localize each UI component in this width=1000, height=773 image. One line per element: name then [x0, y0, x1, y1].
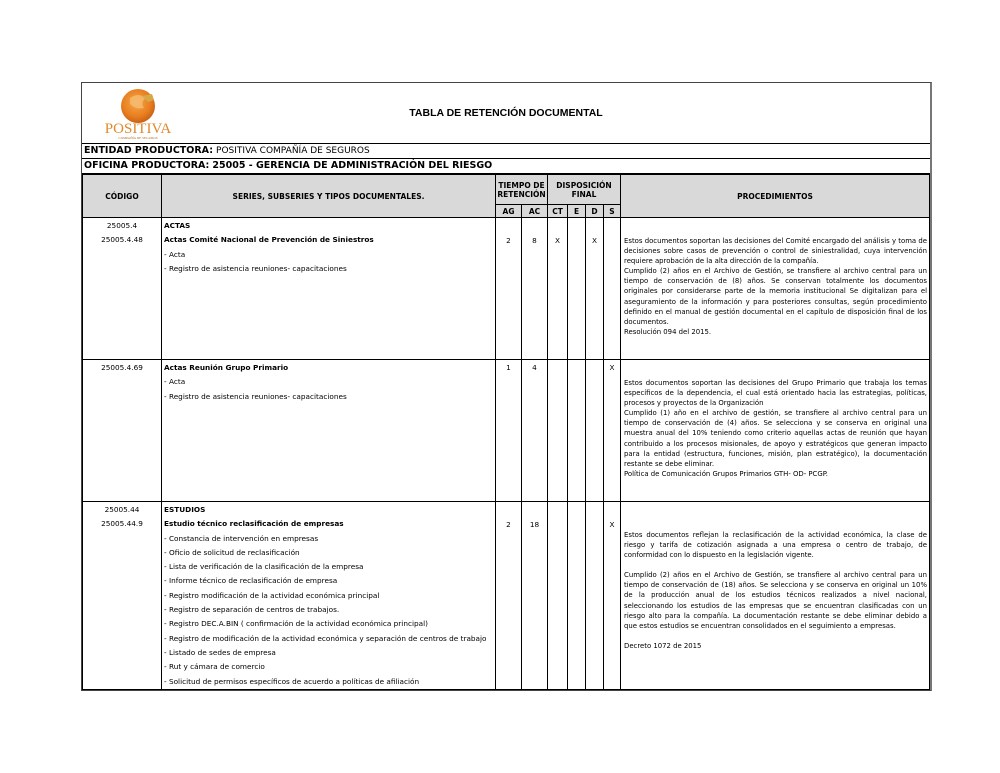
e-mark	[568, 218, 586, 360]
ac-value: 18	[522, 502, 548, 690]
entidad-value: POSITIVA COMPAÑÍA DE SEGUROS	[216, 146, 370, 156]
procedure-text: Cumplido (2) años en el Archivo de Gestión, se transfiere al archivo central para un tiempo de conservación de (18) años. Se selecciona y se conserva en original un 10% de la producción anual de los estudios técnicos realizados a nivel nacional, seleccionando los estudios de las empresas que se encuentran clasificadas con un riesgo alto para la compañía. La documentación restante se debe eliminar debido a que estos estudios se encuentran consolidados en el seguimiento a empresas.	[624, 571, 927, 630]
ac-value: 4	[522, 360, 548, 502]
series-name: ACTAS	[164, 221, 191, 230]
series-code: 25005.4	[106, 221, 138, 230]
col-ct: CT	[548, 205, 568, 218]
procedure-cell	[621, 502, 930, 690]
spacer	[624, 560, 927, 570]
col-codigo: CÓDIGO	[83, 175, 162, 218]
document-type: - Oficio de solicitud de reclasificación	[164, 547, 300, 557]
svg-text:COMPAÑÍA DE SEGUROS: COMPAÑÍA DE SEGUROS	[118, 136, 158, 140]
spacer	[624, 631, 927, 641]
subseries-code: 25005.4.48	[101, 235, 143, 245]
procedure-text: Cumplido (2) años en el Archivo de Gestión, se transfiere al archivo central para un tiempo de conservación de (8) años. Se conservan totalmente los documentos originales por considerarse parte de la memoria institucional Se digitalizan para el aseguramiento de la información y para posteriores consultas, según procedimiento definido en el manual de gestión documental en el capítulo de disposición final de los documentos.	[624, 267, 927, 326]
oficina-value: 25005 - GERENCIA DE ADMINISTRACIÓN DEL RIESGO	[212, 160, 493, 171]
col-procedimientos: PROCEDIMIENTOS	[621, 175, 930, 218]
subseries-code: 25005.4.69	[101, 363, 143, 372]
oficina-productora	[82, 159, 930, 174]
subseries-code: 25005.44.9	[101, 519, 143, 529]
col-tiempo-retencion: TIEMPO DE RETENCIÓN	[496, 175, 548, 205]
procedure-text: Estos documentos soportan las decisiones del Comité encargado del análisis y toma de decisiones sobre casos de prevención o control de siniestralidad, cuya intervención requiere aprobación de la alta dirección de la compañía.	[624, 237, 927, 266]
document-title: TABLA DE RETENCIÓN DOCUMENTAL	[409, 107, 603, 119]
document-type: - Listado de sedes de empresa	[164, 647, 276, 657]
series-name: ESTUDIOS	[164, 505, 206, 514]
document-type: - Constancia de intervención en empresas	[164, 533, 319, 543]
series-cell	[162, 360, 496, 502]
ac-value: 8	[522, 218, 548, 360]
code-cell	[83, 218, 162, 360]
document-type: - Registro de modificación de la actividad económica y separación de centros de trabajo	[164, 633, 487, 643]
d-mark	[586, 502, 604, 690]
subseries-name: Actas Comité Nacional de Prevención de Siniestros	[164, 235, 374, 245]
document-type: - Acta	[164, 377, 186, 387]
table-row	[83, 502, 930, 690]
procedure-text: Estos documentos soportan las decisiones del Grupo Primario que trabaja los temas específicos de la dependencia, el cual está orientado hacia las estrategias, políticas, procesos y proyectos de la Organización	[624, 379, 927, 408]
document-type: - Informe técnico de reclasificación de empresa	[164, 576, 338, 586]
subseries-name: Actas Reunión Grupo Primario	[164, 363, 289, 372]
procedure-cell	[621, 218, 930, 360]
d-mark	[586, 360, 604, 502]
col-ag: AG	[496, 205, 522, 218]
procedure-text: Política de Comunicación Grupos Primarios GTH- OD- PCGP.	[624, 469, 828, 478]
table-row	[83, 360, 930, 502]
document-header	[82, 83, 930, 144]
subseries-name: Estudio técnico reclasificación de empresas	[164, 519, 344, 529]
series-cell	[162, 502, 496, 690]
document-type: - Rut y cámara de comercio	[164, 662, 265, 672]
procedure-text: Estos documentos reflejan la reclasificación de la actividad económica, la clase de riesgo y tarifa de cotización asignada a una empresa o centro de trabajo, de conformidad con lo dispuesto en la legislación vigente.	[624, 531, 927, 560]
s-mark: X	[604, 502, 621, 690]
document-type: - Registro de asistencia reuniones- capacitaciones	[164, 263, 347, 273]
e-mark	[568, 502, 586, 690]
procedure-text: Decreto 1072 de 2015	[624, 641, 702, 650]
retention-table-sheet	[81, 82, 932, 691]
col-disposicion-final: DISPOSICIÓN FINAL	[548, 175, 621, 205]
entidad-productora	[82, 144, 930, 159]
col-ac: AC	[522, 205, 548, 218]
series-code: 25005.44	[104, 505, 140, 514]
ct-mark	[548, 502, 568, 690]
entidad-label: ENTIDAD PRODUCTORA:	[84, 145, 214, 156]
document-type: - Lista de verificación de la clasificación de la empresa	[164, 562, 364, 572]
col-d: D	[586, 205, 604, 218]
procedure-text: Resolución 094 del 2015.	[624, 327, 712, 336]
retention-table	[82, 174, 930, 690]
d-mark: X	[586, 218, 604, 360]
ag-value: 2	[496, 502, 522, 690]
document-type: - Registro de separación de centros de trabajos.	[164, 605, 340, 615]
series-cell	[162, 218, 496, 360]
ct-mark: X	[548, 218, 568, 360]
ag-value: 1	[496, 360, 522, 502]
ag-value: 2	[496, 218, 522, 360]
ct-mark	[548, 360, 568, 502]
document-type: - Registro de asistencia reuniones- capacitaciones	[164, 391, 347, 401]
col-s: S	[604, 205, 621, 218]
document-type: - Registro modificación de la actividad económica principal	[164, 590, 380, 600]
s-mark	[604, 218, 621, 360]
procedure-text: Cumplido (1) año en el archivo de gestión, se transfiere al archivo central para un tiempo de conservación de (4) años. Se selecciona y se conserva en original una muestra anual del 10% teniendo como criterio aquellas actas de reunión que hayan contribuido a los procesos misionales, de apoyo y estratégicos que generan impacto para la entidad (estructura, funciones, misión, plan estratégico), la documentación restante se debe eliminar.	[624, 409, 927, 468]
code-cell	[83, 502, 162, 690]
document-type: - Registro DEC.A.BIN ( confirmación de la actividad económica principal)	[164, 619, 428, 629]
procedure-cell	[621, 360, 930, 502]
s-mark: X	[604, 360, 621, 502]
table-row	[83, 218, 930, 360]
svg-text:POSITIVA: POSITIVA	[104, 121, 172, 137]
oficina-label: OFICINA PRODUCTORA:	[84, 160, 210, 171]
col-series: SERIES, SUBSERIES Y TIPOS DOCUMENTALES.	[162, 175, 496, 218]
e-mark	[568, 360, 586, 502]
col-e: E	[568, 205, 586, 218]
code-cell	[83, 360, 162, 502]
document-type: - Solicitud de permisos específicos de acuerdo a políticas de afiliación	[164, 676, 420, 686]
document-type: - Acta	[164, 249, 186, 259]
